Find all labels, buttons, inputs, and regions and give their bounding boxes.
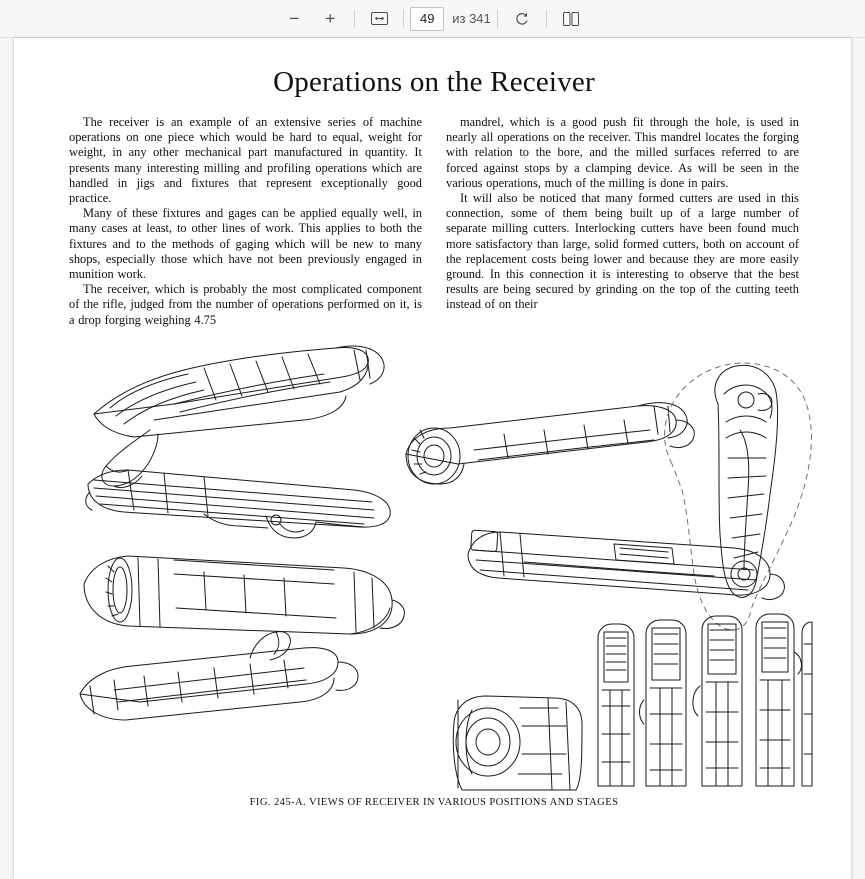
- paragraph: The receiver is an example of an extensive series of machine operations on one piece which would be hard to equal, weight for weight, in any other mechanical part manufactured in quantity. It presents many interesting milling and profiling operations which are handled in jigs and fixtures that represent exceptionally good practice.: [69, 115, 422, 206]
- receiver-view-1: [94, 346, 384, 487]
- paragraph: Many of these fixtures and gages can be applied equally well, in many cases at least, to other lines of work. This applies to both the fixtures and to the methods of gaging which will be new to many shops, especially those which have not been previously engaged in munition work.: [69, 206, 422, 282]
- figure-245a: [54, 334, 814, 814]
- page-scroll-indicator[interactable]: [843, 38, 851, 879]
- pdf-page: [14, 38, 851, 879]
- receiver-view-12: [756, 614, 801, 786]
- toolbar-divider-3: [497, 10, 498, 28]
- receiver-view-4: [80, 631, 358, 719]
- receiver-view-3: [84, 556, 404, 634]
- receiver-view-10: [640, 620, 687, 786]
- receiver-view-8: [453, 696, 582, 790]
- rotate-icon[interactable]: [507, 6, 537, 32]
- paragraph: The receiver, which is probably the most complicated component of the rifle, judged from the number of operations performed on it, is a drop forging weighing 4.75: [69, 282, 422, 327]
- receiver-view-6: [468, 530, 784, 600]
- toolbar-divider-2: [403, 10, 404, 28]
- pdf-viewer[interactable]: [0, 38, 865, 879]
- zoom-in-icon[interactable]: +: [325, 8, 336, 28]
- paragraph: mandrel, which is a good push fit through the hole, is used in nearly all operations on the receiver. This mandrel locates the forging with relation to the bore, and the milled surfaces referred to are forced against stops by a clamping device. As will be seen in the various operations, much of the milling is done in pairs.: [446, 115, 799, 190]
- receiver-views-illustration: [54, 334, 814, 804]
- page-title: Operations on the Receiver: [273, 66, 595, 98]
- toolbar-divider-1: [354, 10, 355, 28]
- fit-page-icon[interactable]: [364, 6, 394, 32]
- receiver-view-7: [665, 363, 812, 630]
- paragraph: It will also be noticed that many formed cutters are used in this connection, some of them being built up of a large number of separate milling cutters. Interlocking cutters have been found much more satisfactory than large, solid formed cutters, both on account of the replacement costs being lower and because they are more easily ground. In this connection it is interesting to observe that the best results are being secured by grinding on the top of the cutting teeth instead of on their: [446, 191, 799, 312]
- body-columns: [69, 115, 799, 328]
- page-layout-icon[interactable]: [556, 6, 586, 32]
- toolbar-divider-4: [546, 10, 547, 28]
- pdf-toolbar: [0, 0, 865, 38]
- page-number-input[interactable]: [410, 7, 444, 31]
- left-column: [69, 115, 422, 328]
- receiver-view-9: [598, 624, 634, 786]
- page-count-label: из 341: [452, 11, 491, 26]
- receiver-view-13: [802, 622, 812, 786]
- receiver-view-11: [693, 616, 742, 786]
- figure-caption: FIG. 245-A. VIEWS OF RECEIVER IN VARIOUS POSITIONS AND STAGES: [249, 796, 619, 808]
- receiver-view-2: [86, 470, 390, 538]
- zoom-out-icon[interactable]: −: [289, 8, 300, 28]
- receiver-view-5: [406, 402, 694, 483]
- right-column: [446, 115, 799, 328]
